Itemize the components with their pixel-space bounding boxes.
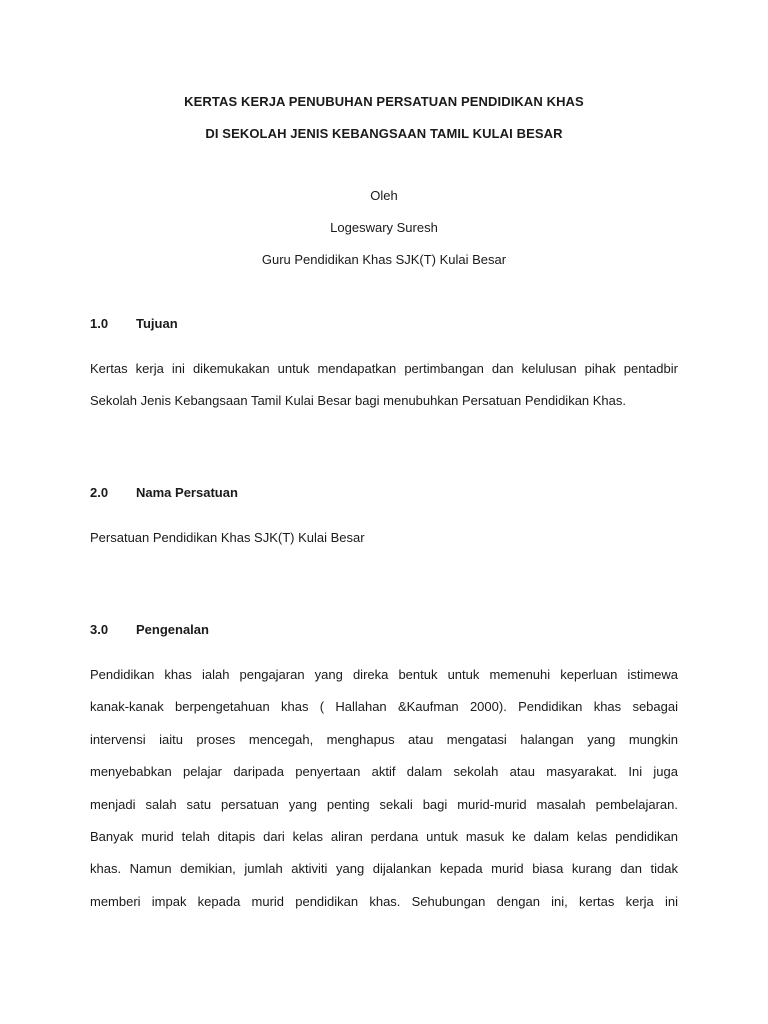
section-paragraph-nama-persatuan	[90, 522, 678, 554]
author-role: Guru Pendidikan Khas SJK(T) Kulai Besar	[261, 252, 507, 267]
document-title-line-2: DI SEKOLAH JENIS KEBANGSAAN TAMIL KULAI BESAR	[205, 126, 563, 141]
paragraph-line: Banyak murid telah ditapis dari kelas aliran perdana untuk masuk ke dalam kelas pendidikan	[90, 829, 678, 845]
paragraph-line: Sekolah Jenis Kebangsaan Tamil Kulai Besar bagi menubuhkan Persatuan Pendidikan Khas.	[90, 393, 627, 409]
paragraph-line: khas. Namun demikian, jumlah aktiviti yang dijalankan kepada murid biasa kurang dan tidak	[90, 861, 678, 877]
paragraph-line: intervensi iaitu proses mencegah, menghapus atau mengatasi halangan yang mungkin	[90, 731, 678, 747]
paragraph-line: memberi impak kepada murid pendidikan khas. Sehubungan dengan ini, kertas kerja ini	[90, 893, 678, 909]
paragraph-line: Kertas kerja ini dikemukakan untuk mendapatkan pertimbangan dan kelulusan pihak pentadbir	[90, 361, 678, 376]
section-title: Tujuan	[136, 316, 178, 331]
author-name: Logeswary Suresh	[330, 220, 438, 235]
section-title: Nama Persatuan	[136, 485, 238, 500]
section-number: 1.0	[90, 316, 109, 331]
paragraph-line: kanak-kanak berpengetahuan khas ( Hallahan &Kaufman 2000). Pendidikan khas sebagai	[90, 699, 678, 715]
section-number: 3.0	[90, 622, 109, 637]
author-by-label: Oleh	[370, 188, 398, 203]
section-heading-pengenalan	[90, 622, 209, 637]
document-title-line-1: KERTAS KERJA PENUBUHAN PERSATUAN PENDIDIKAN KHAS	[184, 94, 584, 109]
section-heading-tujuan	[90, 316, 178, 331]
paragraph-line: menjadi salah satu persatuan yang penting sekali bagi murid-murid masalah pembelajaran.	[90, 796, 678, 812]
section-paragraph-tujuan	[90, 353, 678, 418]
section-title: Pengenalan	[136, 622, 209, 637]
section-paragraph-pengenalan	[90, 659, 678, 918]
section-heading-nama-persatuan	[90, 485, 238, 500]
paragraph-line: Pendidikan khas ialah pengajaran yang direka bentuk untuk memenuhi keperluan istimewa	[90, 667, 678, 682]
paragraph-line: menyebabkan pelajar daripada penyertaan aktif dalam sekolah atau masyarakat. Ini juga	[90, 764, 678, 780]
section-number: 2.0	[90, 485, 109, 500]
paragraph-line: Persatuan Pendidikan Khas SJK(T) Kulai Besar	[90, 530, 365, 545]
